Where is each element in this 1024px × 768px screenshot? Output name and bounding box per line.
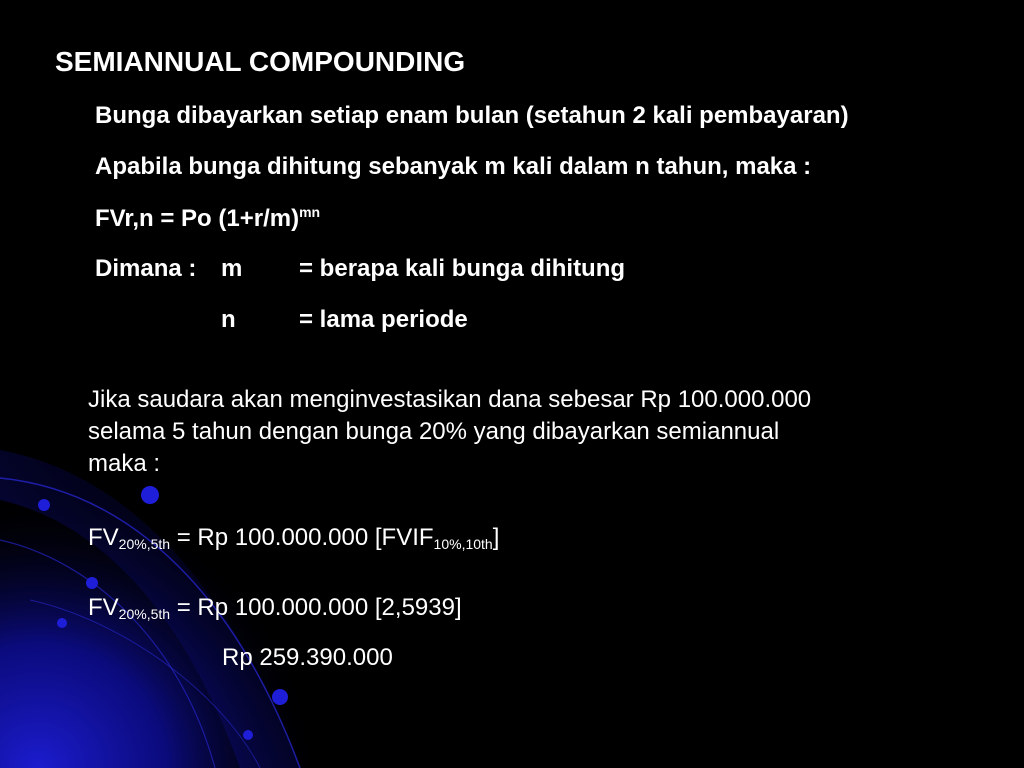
- decor-dot: [38, 499, 50, 511]
- calc-formula-2: [88, 594, 462, 622]
- main-formula: [95, 204, 320, 233]
- main-formula-exponent: mn: [299, 204, 321, 220]
- definition-desc: = lama periode: [299, 306, 468, 333]
- intro-line-2: Apabila bunga dihitung sebanyak m kali dalam n tahun, maka :: [95, 153, 812, 180]
- fv-symbol: FV: [88, 594, 119, 621]
- fv-subscript: 20%,5th: [118, 536, 171, 552]
- calc-end: ]: [492, 524, 500, 551]
- decor-dot: [57, 618, 67, 628]
- calc-middle: = Rp 100.000.000 [FVIF: [170, 524, 434, 551]
- paragraph-line: maka :: [88, 450, 161, 477]
- decor-dot: [272, 689, 288, 705]
- main-formula-base: FVr,n = Po (1+r/m): [95, 205, 300, 232]
- fv-symbol: FV: [88, 524, 119, 551]
- paragraph-line: selama 5 tahun dengan bunga 20% yang dibayarkan semiannual: [88, 418, 780, 445]
- definition-prefix: Dimana :: [95, 255, 197, 282]
- fv-subscript: 20%,5th: [118, 606, 171, 622]
- slide-title: SEMIANNUAL COMPOUNDING: [55, 46, 466, 77]
- definition-desc: = berapa kali bunga dihitung: [299, 255, 626, 282]
- decor-dot: [86, 577, 98, 589]
- definition-var: n: [221, 306, 236, 333]
- example-paragraph: [88, 384, 968, 480]
- calc-formula-1: [88, 524, 499, 552]
- definition-var: m: [221, 255, 243, 282]
- fvif-subscript: 10%,10th: [433, 536, 493, 552]
- decor-dot: [243, 730, 253, 740]
- decor-dot: [141, 486, 159, 504]
- paragraph-line: Jika saudara akan menginvestasikan dana sebesar Rp 100.000.000: [88, 386, 812, 413]
- calc-result: Rp 259.390.000: [222, 644, 393, 671]
- intro-line-1: Bunga dibayarkan setiap enam bulan (setahun 2 kali pembayaran): [95, 102, 849, 129]
- calc-rest: = Rp 100.000.000 [2,5939]: [170, 594, 462, 621]
